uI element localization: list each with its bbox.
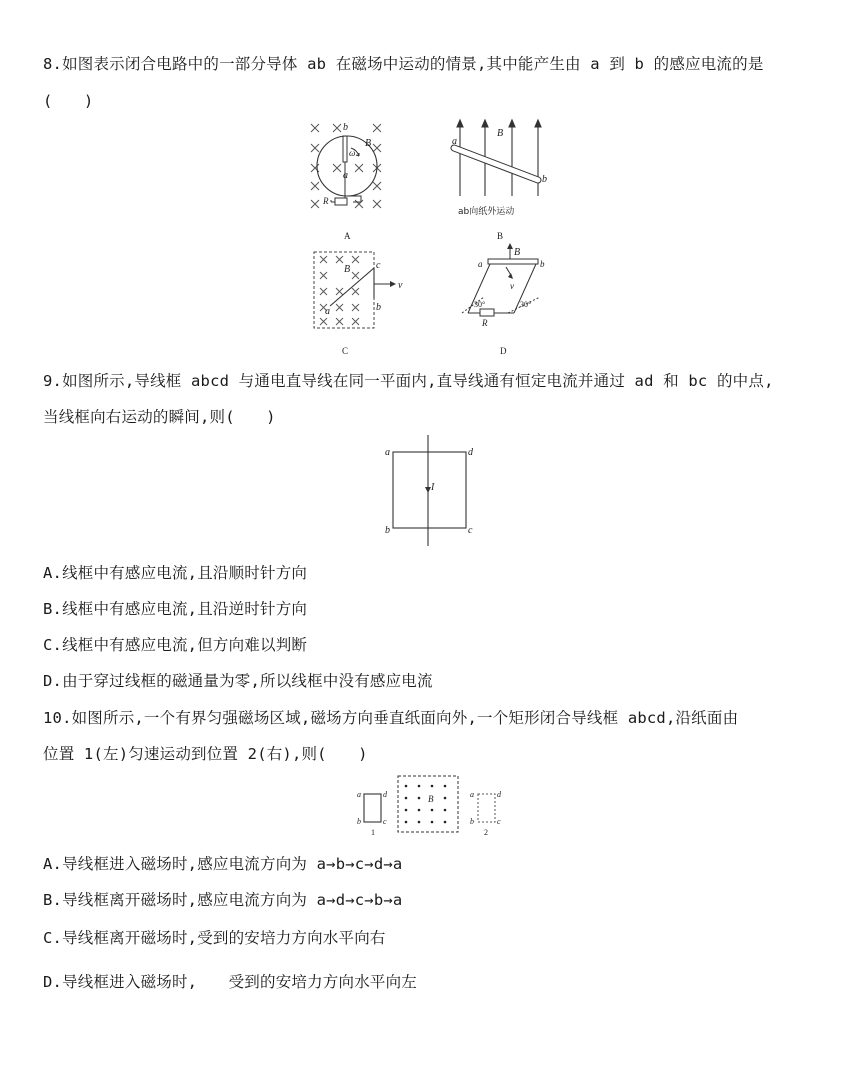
label-a: a: [343, 170, 348, 181]
q10-option-a: A.导线框进入磁场时,感应电流方向为 a→b→c→d→a: [43, 855, 403, 873]
label-c: c: [468, 525, 473, 536]
label-d: d: [468, 447, 473, 458]
q8-figure-d: [458, 243, 558, 358]
label-v: v: [510, 281, 514, 291]
q8-answer-paren: ( ): [43, 92, 94, 110]
label-c-pos1: c: [383, 817, 387, 826]
caption-b: B: [497, 231, 504, 241]
label-current: I: [431, 482, 435, 493]
q9-option-c: C.线框中有感应电流,但方向难以判断: [43, 636, 308, 654]
label-b: b: [385, 525, 390, 536]
q10-stem-line2: 位置 1(左)匀速运动到位置 2(右),则( ): [43, 745, 368, 763]
label-B: B: [514, 247, 521, 258]
q10-option-b: B.导线框离开磁场时,感应电流方向为 a→d→c→b→a: [43, 891, 403, 909]
q9-figure: [380, 433, 480, 549]
q9-stem-line1: 9.如图所示,导线框 abcd 与通电直导线在同一平面内,直导线通有恒定电流并通过 ad 和 bc 的中点,: [43, 372, 774, 390]
label-B: B: [365, 138, 372, 149]
q10-option-d: D.导线框进入磁场时, 受到的安培力方向水平向左: [43, 973, 417, 991]
label-c: c: [376, 260, 381, 271]
q8-figure-b: [450, 118, 555, 240]
q9-stem-line2: 当线框向右运动的瞬间,则( ): [43, 408, 276, 426]
q9-option-b: B.线框中有感应电流,且沿逆时针方向: [43, 600, 308, 618]
caption-c: C: [342, 346, 349, 356]
q10-stem-line1: 10.如图所示,一个有界匀强磁场区域,磁场方向垂直纸面向外,一个矩形闭合导线框 abcd,沿纸面由: [43, 709, 739, 727]
caption-d: D: [500, 346, 507, 356]
label-b-pos2: b: [470, 817, 474, 826]
label-c-pos2: c: [497, 817, 501, 826]
q9-option-d: D.由于穿过线框的磁通量为零,所以线框中没有感应电流: [43, 672, 433, 690]
q8-figure-a: [305, 118, 395, 240]
label-b: b: [343, 122, 348, 133]
q10-option-c: C.导线框离开磁场时,受到的安培力方向水平向右: [43, 929, 386, 947]
label-d-pos1: d: [383, 790, 387, 799]
label-B: B: [344, 264, 351, 275]
position-2-label: 2: [484, 828, 488, 837]
label-b: b: [542, 174, 547, 185]
label-v: v: [398, 280, 403, 291]
caption-a: A: [344, 231, 351, 241]
label-R: R: [323, 196, 329, 206]
label-omega: ω: [349, 148, 356, 158]
q8-figure-c: [310, 248, 410, 358]
motion-note: ab向纸外运动: [458, 207, 515, 217]
label-a: a: [452, 136, 457, 147]
label-b: b: [376, 302, 381, 313]
label-B: B: [497, 128, 504, 139]
label-B: B: [428, 794, 434, 804]
field-crosses: [311, 124, 381, 208]
q8-stem: 8.如图表示闭合电路中的一部分导体 ab 在磁场中运动的情景,其中能产生由 a 到 b 的感应电流的是: [43, 55, 764, 73]
label-a: a: [385, 447, 390, 458]
label-b-pos1: b: [357, 817, 361, 826]
label-a-pos2: a: [470, 790, 474, 799]
field-dots: [405, 785, 447, 824]
label-R: R: [482, 318, 488, 328]
label-a: a: [325, 306, 330, 317]
angle-label-right: 30°: [520, 300, 532, 309]
position-1-label: 1: [371, 828, 375, 837]
q10-figure: [352, 772, 512, 842]
label-b: b: [540, 259, 545, 269]
angle-label-left: 30°: [474, 300, 486, 309]
label-a: a: [478, 259, 483, 269]
label-d-pos2: d: [497, 790, 501, 799]
q9-option-a: A.线框中有感应电流,且沿顺时针方向: [43, 564, 308, 582]
label-a-pos1: a: [357, 790, 361, 799]
